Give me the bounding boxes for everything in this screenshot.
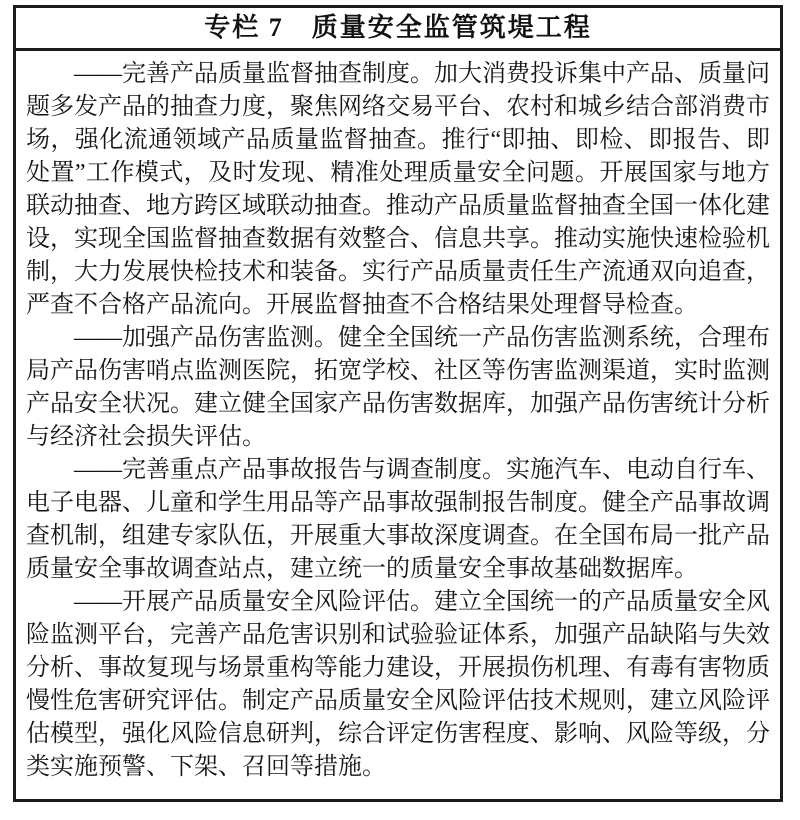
paragraph-supervision-sampling: ——完善产品质量监督抽查制度。加大消费投诉集中产品、质量问题多发产品的抽查力度，聚焦网络交易平台、农村和城乡结合部消费市场，强化流通领域产品质量监督抽查。推行“即抽、即检、即报告、即处置”工作模式，及时发现、精准处理质量安全问题。开展国家与地方联动抽查、地方跨区域联动抽查。推动产品质量监督抽查全国一体化建设，实现全国监督抽查数据有效整合、信息共享。推动实施快速检验机制，大力发展快检技术和装备。实行产品质量责任生产流通双向追查，严查不合格产品流向。开展监督抽查不合格结果处理督导检查。 [26,61,770,318]
paragraph-risk-assessment: ——开展产品质量安全风险评估。建立全国统一的产品质量安全风险监测平台，完善产品危害识别和试验验证体系，加强产品缺陷与失效分析、事故复现与场景重构等能力建设，开展损伤机理、有毒有害物质慢性危害研究评估。制定产品质量安全风险评估技术规则，建立风险评估模型，强化风险信息研判，综合评定伤害程度、影响、风险等级，分类实施预警、下架、召回等措施。 [26,589,770,780]
column-box-title: 专栏 7 质量安全监管筑堤工程 [16,8,780,51]
paragraph-accident-reporting: ——完善重点产品事故报告与调查制度。实施汽车、电动自行车、电子电器、儿童和学生用品等产品事故强制报告制度。健全产品事故调查机制，组建专家队伍，开展重大事故深度调查。在全国布局一批产品质量安全事故调查站点，建立统一的质量安全事故基础数据库。 [26,457,770,582]
column-box [13,5,783,802]
column-box-body [16,51,780,784]
paragraph-injury-monitoring: ——加强产品伤害监测。健全全国统一产品伤害监测系统，合理布局产品伤害哨点监测医院，拓宽学校、社区等伤害监测渠道，实时监测产品安全状况。建立健全国家产品伤害数据库，加强产品伤害统计分析与经济社会损失评估。 [26,325,770,450]
